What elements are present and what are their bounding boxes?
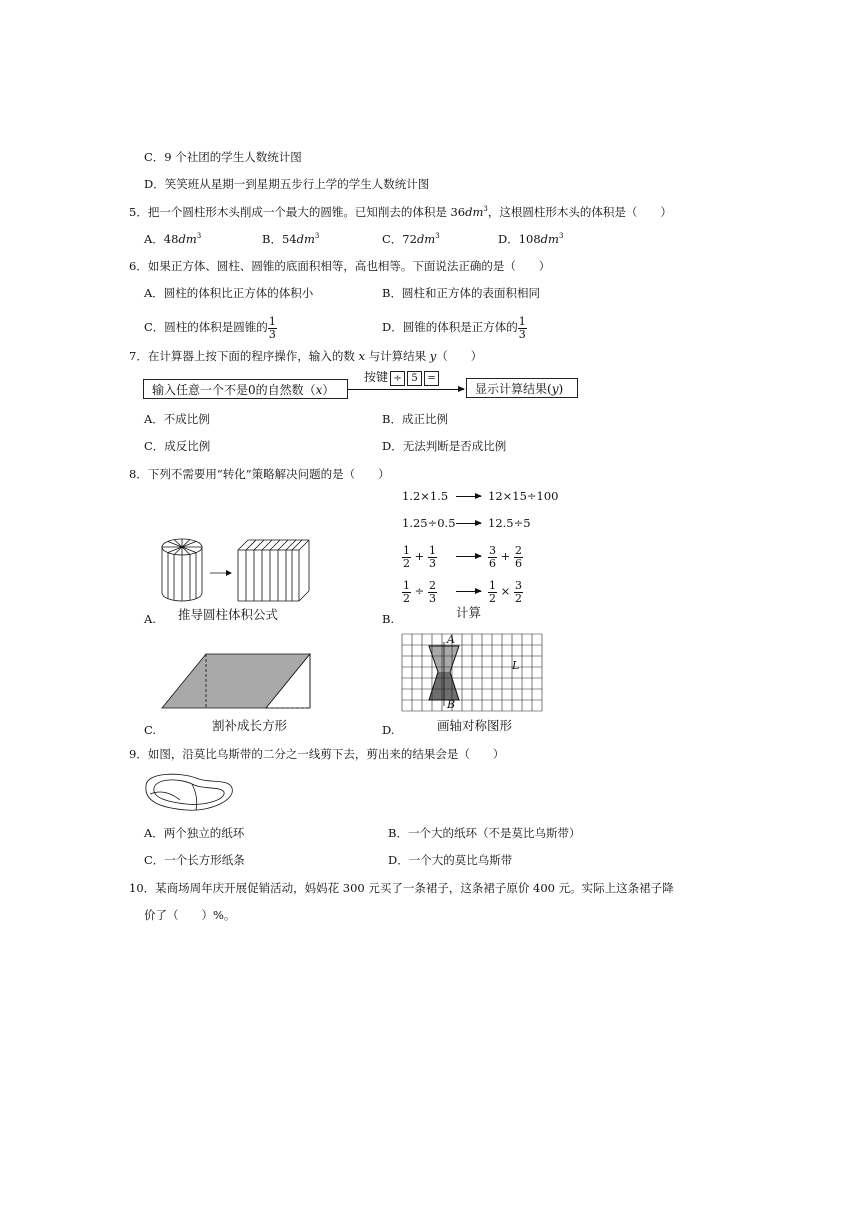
b-row1-left: 1.2×1.5 xyxy=(402,489,449,503)
input-process-box: 输入任意一个不是0的自然数（x） xyxy=(143,379,348,399)
fraction-one-third: $\frac{1}{3}$ xyxy=(518,314,526,341)
grid-label-b: B xyxy=(447,698,456,711)
q7-option-a[interactable]: A．不成比例 xyxy=(144,412,210,426)
q5-option-c[interactable]: C．$72dm^3$ xyxy=(382,232,440,246)
q6-option-b[interactable]: B．圆柱和正方体的表面积相同 xyxy=(382,286,540,300)
b-row2-left: 1.25÷0.5 xyxy=(402,516,456,530)
b-row4-right: $\frac{1}{2}$ × $\frac{3}{2}$ xyxy=(489,578,522,605)
b-row4-left: $\frac{1}{2}$ ÷ $\frac{2}{3}$ xyxy=(403,578,436,605)
b-row3-arrow xyxy=(456,556,481,557)
q8-option-c-letter[interactable]: C. xyxy=(144,723,157,737)
q8-stem: 8．下列不需要用“转化”策略解决问题的是（ ） xyxy=(129,467,390,481)
q10-stem-line2: 价了（ ）%。 xyxy=(144,908,236,922)
q6-option-c[interactable]: C．圆柱的体积是圆锥的 $\frac{1}{3}$ xyxy=(144,314,276,341)
symmetry-grid-figure xyxy=(402,634,542,716)
q7-stem: 7．在计算器上按下面的程序操作，输入的数 x 与计算结果 y（ ） xyxy=(129,349,483,363)
b-row1-right: 12×15÷100 xyxy=(488,489,559,503)
q6-option-a[interactable]: A．圆柱的体积比正方体的体积小 xyxy=(144,286,314,300)
mobius-strip-figure xyxy=(140,770,236,814)
q8-option-d-caption: 画轴对称图形 xyxy=(437,718,513,733)
fraction-one-third: $\frac{1}{3}$ xyxy=(268,314,276,341)
grid-label-a: A xyxy=(447,633,455,646)
q5-option-b[interactable]: B．$54dm^3$ xyxy=(262,232,320,246)
q7-option-c[interactable]: C．成反比例 xyxy=(144,439,211,453)
q9-option-b[interactable]: B．一个大的纸环（不是莫比乌斯带） xyxy=(388,826,581,840)
q7-option-b[interactable]: B．成正比例 xyxy=(382,412,448,426)
b-row3-left: $\frac{1}{2}$ + $\frac{1}{3}$ xyxy=(403,543,436,570)
b-row3-right: $\frac{3}{6}$ + $\frac{2}{6}$ xyxy=(489,543,522,570)
q8-option-a-caption: 推导圆柱体积公式 xyxy=(178,607,279,622)
q7-option-d[interactable]: D．无法判断是否成比例 xyxy=(382,439,507,453)
q9-option-a[interactable]: A．两个独立的纸环 xyxy=(144,826,245,840)
q10-stem-line1: 10．某商场周年庆开展促销活动，妈妈花 300 元买了一条裙子，这条裙子原价 400 元。实际上这条裙子降 xyxy=(129,881,674,895)
q5-option-a[interactable]: A．$48dm^3$ xyxy=(144,232,202,246)
q5-stem: 5．把一个圆柱形木头削成一个最大的圆锥。已知削去的体积是 $36dm^3$，这根圆柱形木头的体积是（ ） xyxy=(129,205,672,219)
q4-option-d[interactable]: D．笑笑班从星期一到星期五步行上学的学生人数统计图 xyxy=(144,177,430,191)
equals-key: = xyxy=(424,371,439,386)
grid-label-l: L xyxy=(512,659,520,672)
b-row1-arrow xyxy=(456,496,481,497)
q6-stem: 6．如果正方体、圆柱、圆锥的底面积相等，高也相等。下面说法正确的是（ ） xyxy=(129,259,551,273)
b-row4-arrow xyxy=(456,591,481,592)
cylinder-to-cuboid-figure xyxy=(158,535,313,610)
parallelogram-figure xyxy=(162,652,312,710)
process-arrow xyxy=(348,389,464,390)
b-row2-right: 12.5÷5 xyxy=(488,516,531,530)
output-result-box: 显示计算结果(y) xyxy=(466,378,578,398)
key-sequence: 按键 ÷ 5 = xyxy=(364,370,439,386)
q9-option-d[interactable]: D．一个大的莫比乌斯带 xyxy=(388,853,513,867)
five-key: 5 xyxy=(407,371,422,386)
q5-option-d[interactable]: D．$108dm^3$ xyxy=(498,232,564,246)
b-row2-arrow xyxy=(456,523,481,524)
q8-option-b-caption: 计算 xyxy=(456,605,482,620)
q9-stem: 9．如图，沿莫比乌斯带的二分之一线剪下去，剪出来的结果会是（ ） xyxy=(129,747,505,761)
q8-option-d-letter[interactable]: D. xyxy=(382,723,395,737)
q8-option-c-caption: 割补成长方形 xyxy=(212,718,288,733)
divide-key: ÷ xyxy=(390,371,405,386)
q9-option-c[interactable]: C．一个长方形纸条 xyxy=(144,853,245,867)
q6-option-d[interactable]: D．圆锥的体积是正方体的 $\frac{1}{3}$ xyxy=(382,314,526,341)
q4-option-c[interactable]: C．9 个社团的学生人数统计图 xyxy=(144,150,302,164)
q8-option-a-letter[interactable]: A. xyxy=(144,612,156,626)
q8-option-b-letter[interactable]: B. xyxy=(382,612,395,626)
